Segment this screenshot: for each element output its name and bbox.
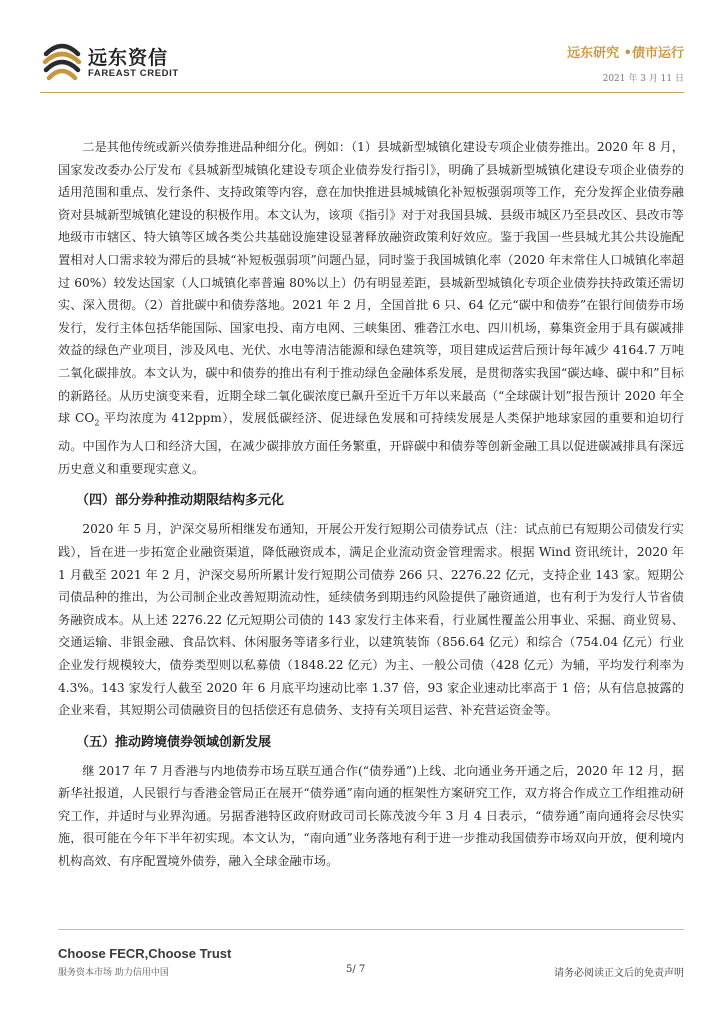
logo-english-name: FAREAST CREDIT <box>88 68 179 79</box>
logo-mark-icon <box>40 40 84 84</box>
paragraph-text: 二是其他传统或新兴债券推进品种细分化。例如：（1）县城新型城镇化建设专项企业债券推出。2020 年 8 月，国家发改委办公厅发布《县城新型城镇化建设专项企业债券发行指引》，明确了县城新型城镇化建设专项企业债券的适用范围和重点、发行条件、支持政策等内容，意在加快推进县城城镇化补短板强弱项等工作，充分发挥企业债券融资对县城新型城镇化建设的积极作用。本文认为，该项《指引》对于对我国县城、县级市城区乃至县改区、县改市等地级市市辖区、特大镇等区域各类公共基础设施建设显著释放融资政策利好效应。鉴于我国一些县城尤其公共设施配置相对人口需求较为滞后的县城“补短板强弱项”问题凸显，同时鉴于我国城镇化率（2020 年末常住人口城镇化率超过 60%）较发达国家（人口城镇化率普遍 80%以上）仍有明显差距，县城新型城镇化专项企业债券扶持政策还需切实、深入贯彻。（2）首批碳中和债券落地。2021 年 2 月，全国首批 6 只、64 亿元“碳中和债券”在银行间债券市场发行，发行主体包括华能国际、国家电投、南方电网、三峡集团、雅砻江水电、四川机场，募集资金用于具有碳减排效益的绿色产业项目，涉及风电、光伏、水电等清洁能源和绿色建筑等，项目建成运营后预计每年减少 4164.7 万吨二氧化碳排放。本文认为，碳中和债券的推出有利于推动绿色金融体系发展，是贯彻落实我国“碳达峰、碳中和”目标的新路径。从历史演变来看，近期全球二氧化碳浓度已飙升至近千万年以来最高（“全球碳计划”报告预计 2020 年全球 CO <box>58 140 684 426</box>
page-number: 5/ 7 <box>346 964 366 975</box>
header-divider <box>40 92 684 93</box>
paragraph-text-continued: 平均浓度为 412ppm），发展低碳经济、促进绿色发展和可持续发展是人类保护地球家园的重要和迫切行动。中国作为人口和经济大国，在减少碳排放方面任务繁重，开辟碳中和债券等创新金融工具以促进碳减排具有深远历史意义和重要现实意义。 <box>58 411 684 476</box>
paragraph-short-term-bonds: 2020 年 5 月，沪深交易所相继发布通知，开展公开发行短期公司债券试点（注：试点前已有短期公司债发行实践），旨在进一步拓宽企业融资渠道，降低融资成本，满足企业流动资金管理需求。根据 Wind 资讯统计，2020 年 1 月截至 2021 年 2 月，沪深交易所所累计发行短期公司债券 266 只、2276.22 亿元，支持企业 143 家。短期公司债品种的推出，为公司制企业改善短期流动性，延续债务到期违约风险提供了融资通道，也有利于为发行人节省债务融资成本。从上述 2276.22 亿元短期公司债的 143 家发行主体来看，行业属性覆盖公用事业、采掘、商业贸易、交通运输、非银金融、食品饮料、休闲服务等诸多行业，以建筑装饰（856.64 亿元）和综合（754.04 亿元）行业企业发行规模较大，债券类型则以私募债（1848.22 亿元）为主、一般公司债（428 亿元）为辅，平均发行利率为 4.3%。143 家发行人截至 2020 年 6 月底平均速动比率 1.37 倍，93 家企业速动比率高于 1 倍；从有信息披露的企业来看，其短期公司债融资目的包括偿还有息债务、支持有关项目运营、补充营运资金等。 <box>58 522 684 718</box>
paragraph-cross-border-bonds: 继 2017 年 7 月香港与内地债券市场互联互通合作(“债券通”)上线、北向通业务开通之后，2020 年 12 月，据新华社报道，人民银行与香港金管局正在展开“债券通”南向通的框架性方案研究工作，双方将合作成立工作组推动研究工作，并适时与业界沟通。另据香港特区政府财政司司长陈茂波今年 3 月 4 日表示，“债券通”南向通将会尽快实施，很可能在今年下半年初实现。本文认为，“南向通”业务落地有利于进一步推动我国债券市场双向开放，便利境内机构高效、有序配置境外债券，融入全球金融市场。 <box>58 763 684 869</box>
report-section-tag: 远东研究 •债市运行 <box>567 46 684 61</box>
main-content <box>58 136 684 873</box>
footer-subtitle: 服务资本市场 助力信用中国 <box>58 968 169 978</box>
footer-slogan: Choose FECR,Choose Trust <box>58 946 232 961</box>
disclaimer-note: 请务必阅读正文后的免责声明 <box>554 968 684 979</box>
paragraph-other-bond-types <box>58 136 684 480</box>
subscript-text: 2 <box>94 418 100 428</box>
report-date: 2021 年 3 月 11 日 <box>602 74 684 84</box>
fareast-credit-logo <box>40 40 180 86</box>
section-heading-5: （五）推动跨境债券领域创新发展 <box>76 734 272 750</box>
section-heading-4: （四）部分券种推动期限结构多元化 <box>76 493 285 509</box>
page-header <box>0 0 724 100</box>
logo-chinese-name: 远东资信 <box>88 47 169 69</box>
footer-divider <box>58 929 684 930</box>
